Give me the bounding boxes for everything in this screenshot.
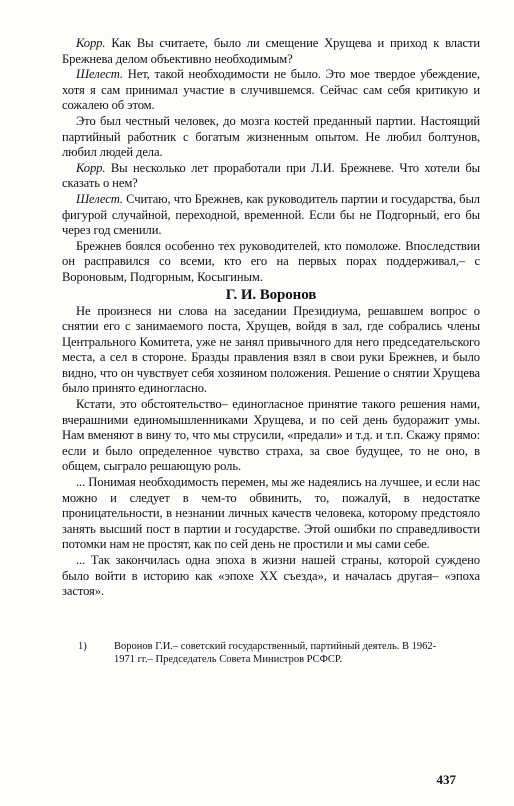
paragraph: ... Понимая необходимость перемен, мы же надеялись на лучшее, и если нас можно и следует в чем-то обвинить, то, пожалуй, в недостатке проницательности, в незнании личных качеств человека, которому предстояло занять высший пост в партии и государстве. Этой ошибки по справедливости потомки нам не простят, как по сей день не простили и мы сами себе.: [62, 475, 480, 552]
paragraph: [62, 114, 480, 161]
speaker-label: Корр.: [76, 36, 106, 50]
footnote-text: Воронов Г.И.– советский государственный, партийный деятель. В 1962-1971 гг.– Председатель Совета Министров РСФСР.: [114, 641, 437, 665]
paragraph-text: Вы несколько лет проработали при Л.И. Брежневе. Что хотели бы сказать о нем?: [62, 160, 480, 191]
speaker-label: Корр.: [76, 160, 106, 175]
paragraph: Кстати, это обстоятельство– единогласное принятие такого решения нами, вчерашними единомышленниками Хрущева, и по сей день будоражит умы. Нам вменяют в вину то, что мы струсили, «предали» и т.д. и т.п. Скажу прямо: если и было определенное чувство страха, за свое будущее, то не оно, в общем, сыграло решающую роль.: [62, 397, 480, 474]
footnote: [78, 640, 438, 666]
paragraph-text: Брежнев боялся особенно тех руководителей, кто помоложе. Впоследствии он расправился со всеми, кто его на первых порах поддерживал,– с Вороновым, Подгорным, Косыгиным.: [62, 238, 480, 284]
speaker-label: Шелест.: [76, 67, 123, 82]
footnote-number: 1): [78, 641, 87, 652]
paragraph-text: Считаю, что Брежнев, как руководитель партии и государства, был фигурой случайной, переходной, временной. Если бы не Подгорный, его бы через год сменили.: [62, 191, 480, 238]
paragraph: [62, 36, 480, 67]
speaker-label: Шелест.: [76, 191, 123, 206]
paragraph: ... Так закончилась одна эпоха в жизни нашей страны, которой суждено было войти в историю как «эпохе XX съезда», и началась другая– «эпоха застоя».: [62, 553, 480, 599]
section-title: Г. И. Воронов: [225, 286, 317, 303]
paragraph: [62, 192, 480, 239]
paragraph: [62, 239, 480, 286]
paragraph-text: Нет, такой необходимости не было. Это мое твердое убеждение, хотя я сам принимал участие в случившемся. Сейчас сам себя критикую и сожалею об этом.: [62, 67, 480, 113]
page-number: 437: [436, 772, 456, 787]
paragraph-text: Это был честный человек, до мозга костей преданный партии. Настоящий партийный работник с богатым жизненным опытом. Не любил болтунов, любил людей дела.: [62, 113, 480, 160]
paragraph: [62, 67, 480, 114]
main-text: [62, 36, 480, 600]
paragraph-text: Как Вы считаете, было ли смещение Хрущева и приход к власти Брежнева делом объективно необходимым?: [62, 36, 480, 66]
paragraph: [62, 161, 480, 192]
paragraph: Не произнеся ни слова на заседании Президиума, решавшем вопрос о снятии его с занимаемого поста, Хрущев, войдя в зал, где собрались члены Центрального Комитета, уже не занял привычного для него председательского места, а сел в стороне. Бразды правления взял в свои руки Брежнев, и было видно, что он чувствует себя хозяином положения. Решение о снятии Хрущева было принято единогласно.: [62, 303, 480, 396]
